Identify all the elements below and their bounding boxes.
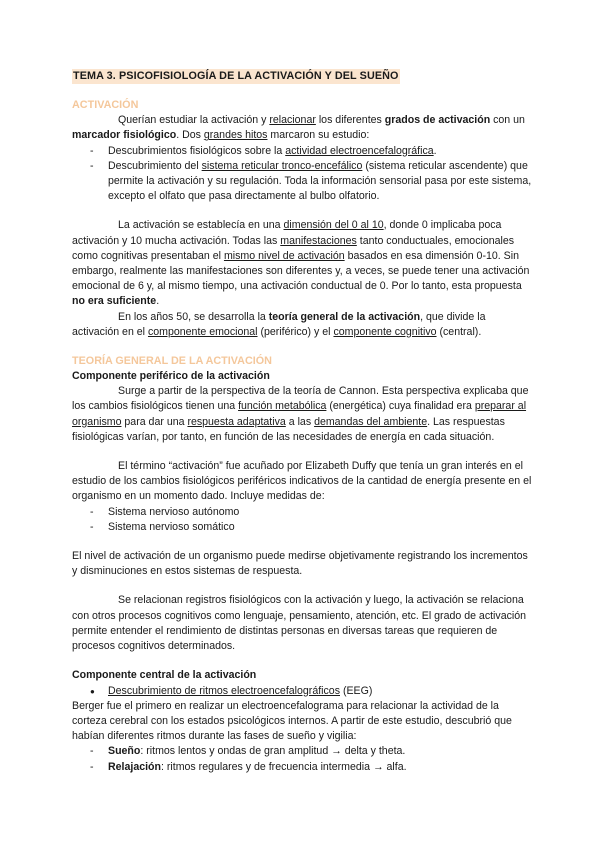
medidas-list <box>72 505 534 535</box>
paragraph: La activación se establecía en una dimensión del 0 al 10, donde 0 implicaba poca activación y 10 mucha activación. Todas las manifestaciones tanto conductuales, emocionales como cognitivas presentaban el mismo nivel de activación basados en esa dimensión 0-10. Sin embargo, realmente las manifestaciones son diferentes y, a veces, se puede tener una activación emocional de 6 y, al mismo tiempo, una activación conductual de 0. Por lo tanto, esta propuesta no era suficiente. <box>72 219 530 308</box>
paragraph: El nivel de activación de un organismo puede medirse objetivamente registrando los incrementos y disminuciones en estos sistemas de respuesta. <box>72 550 528 578</box>
list-item: - Sistema nervioso somático <box>90 520 534 535</box>
paragraph: Berger fue el primero en realizar un electroencefalograma para relacionar la actividad de la corteza cerebral con los estados psicológicos internos. A partir de este estudio, descubrió que habían diferentes ritmos durante las fases de sueño y vigilia: <box>72 699 512 743</box>
section-heading-activacion: ACTIVACIÓN <box>72 99 139 112</box>
list-item: - Descubrimiento del sistema reticular tronco-encefálico (sistema reticular ascendente) que permite la activación y su regulación. Toda la información sensorial pasa por este sistema, excepto el olfato que pasa directamente al bulbo olfatorio. <box>90 159 534 205</box>
page-title: TEMA 3. PSICOFISIOLOGÍA DE LA ACTIVACIÓN Y DEL SUEÑO <box>72 69 400 84</box>
hitos-list <box>72 144 534 205</box>
list-item: - Sistema nervioso autónomo <box>90 505 534 520</box>
list-item: ● Descubrimiento de ritmos electroencefalográficos (EEG) <box>90 684 534 699</box>
subsection-heading-periferico: Componente periférico de la activación <box>72 370 270 383</box>
paragraph: Querían estudiar la activación y relacionar los diferentes grados de activación con un marcador fisiológico. Dos grandes hitos marcaron su estudio: <box>72 114 525 142</box>
eeg-bullet-list <box>72 684 534 699</box>
list-item: - Sueño: ritmos lentos y ondas de gran amplitud → delta y theta. <box>90 744 534 759</box>
ritmos-list <box>72 744 534 774</box>
list-item: - Relajación: ritmos regulares y de frecuencia intermedia → alfa. <box>90 760 534 775</box>
paragraph: Se relacionan registros fisiológicos con la activación y luego, la activación se relaciona con otros procesos cognitivos como lenguaje, pensamiento, atención, etc. El grado de activación permite entender el rendimiento de distintas personas en diversas tareas que requieren de procesos cognitivos determinados. <box>72 594 527 653</box>
list-item: - Descubrimientos fisiológicos sobre la actividad electroencefalográfica. <box>90 144 534 159</box>
paragraph: El término “activación” fue acuñado por Elizabeth Duffy que tenía un gran interés en el estudio de los cambios fisiológicos periféricos indicativos de la cantidad de energía presente en el organismo en un momento dado. Incluye medidas de: <box>72 460 532 503</box>
paragraph: Surge a partir de la perspectiva de la teoría de Cannon. Esta perspectiva explicaba que los cambios fisiológicos tienen una función metabólica (energética) cuya finalidad era preparar al organismo para dar una respuesta adaptativa a las demandas del ambiente. Las respuestas fisiológicas varían, por tanto, en función de las necesidades de energía en cada situación. <box>72 385 529 443</box>
section-heading-teoria-general: TEORÍA GENERAL DE LA ACTIVACIÓN <box>72 355 272 368</box>
paragraph: En los años 50, se desarrolla la teoría general de la activación, que divide la activación en el componente emocional (periférico) y el componente cognitivo (central). <box>72 310 486 338</box>
subsection-heading-central: Componente central de la activación <box>72 669 257 682</box>
